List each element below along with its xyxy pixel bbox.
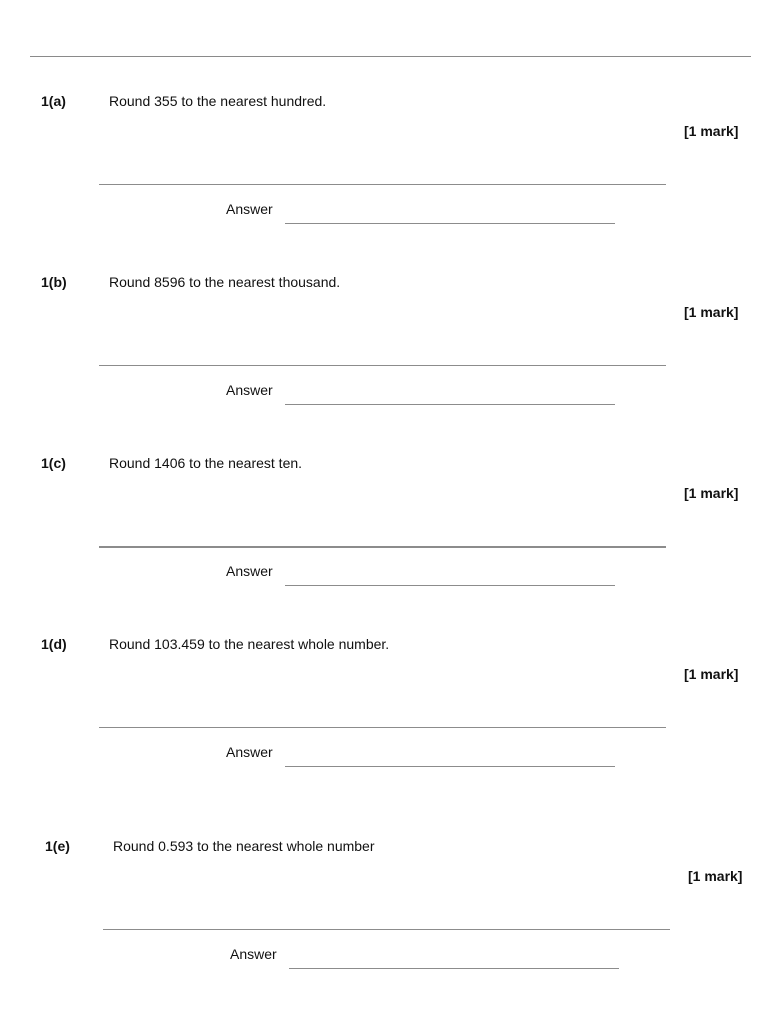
working-line[interactable] bbox=[99, 184, 666, 185]
question-text: Round 355 to the nearest hundred. bbox=[109, 93, 327, 109]
question-number: 1(b) bbox=[41, 274, 67, 290]
question-text: Round 103.459 to the nearest whole number. bbox=[109, 636, 390, 652]
answer-line[interactable] bbox=[289, 968, 619, 969]
answer-label: Answer bbox=[226, 563, 273, 579]
top-divider bbox=[30, 56, 751, 57]
question-number: 1(a) bbox=[41, 93, 66, 109]
answer-line[interactable] bbox=[285, 585, 615, 586]
question-text: Round 8596 to the nearest thousand. bbox=[109, 274, 341, 290]
working-line[interactable] bbox=[99, 546, 666, 548]
question-text: Round 0.593 to the nearest whole number bbox=[113, 838, 375, 854]
question-1e bbox=[4, 838, 768, 988]
working-line[interactable] bbox=[99, 365, 666, 366]
question-number: 1(e) bbox=[45, 838, 70, 854]
question-1b bbox=[0, 274, 768, 424]
mark-allocation: [1 mark] bbox=[684, 666, 739, 682]
question-1a bbox=[0, 93, 768, 243]
answer-line[interactable] bbox=[285, 766, 615, 767]
working-line[interactable] bbox=[99, 727, 666, 728]
question-1c bbox=[0, 455, 768, 605]
answer-label: Answer bbox=[226, 744, 273, 760]
question-text: Round 1406 to the nearest ten. bbox=[109, 455, 303, 471]
answer-line[interactable] bbox=[285, 404, 615, 405]
question-number: 1(c) bbox=[41, 455, 66, 471]
mark-allocation: [1 mark] bbox=[684, 485, 739, 501]
question-number: 1(d) bbox=[41, 636, 67, 652]
answer-label: Answer bbox=[226, 201, 273, 217]
mark-allocation: [1 mark] bbox=[688, 868, 743, 884]
mark-allocation: [1 mark] bbox=[684, 304, 739, 320]
answer-label: Answer bbox=[230, 946, 277, 962]
answer-line[interactable] bbox=[285, 223, 615, 224]
question-1d bbox=[0, 636, 768, 786]
answer-label: Answer bbox=[226, 382, 273, 398]
working-line[interactable] bbox=[103, 929, 670, 930]
mark-allocation: [1 mark] bbox=[684, 123, 739, 139]
